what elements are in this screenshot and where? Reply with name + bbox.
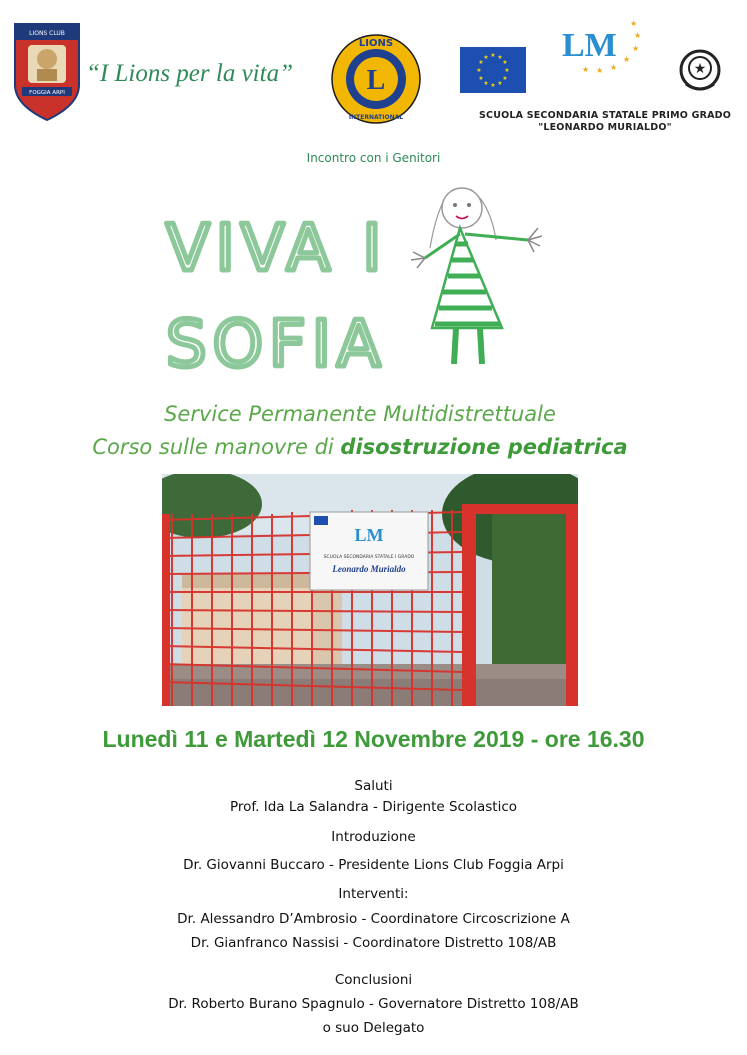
sign-school-name: Leonardo Murialdo: [332, 564, 406, 574]
eu-flag-icon: [460, 47, 526, 93]
svg-text:★: ★: [490, 82, 496, 89]
girl-drawing-icon: [411, 188, 542, 364]
svg-text:★: ★: [483, 54, 489, 61]
lm-school-logo: [560, 18, 642, 80]
course-subtitle-prefix: Corso sulle manovre di: [92, 435, 341, 459]
conclusions-label: Conclusioni: [334, 972, 413, 988]
school-name-line-2: "LEONARDO MURIALDO": [538, 122, 672, 133]
svg-text:★: ★: [502, 59, 508, 66]
greetings-speaker: Prof. Ida La Salandra - Dirigente Scolastico: [229, 799, 518, 815]
conclusions-speaker: Dr. Roberto Burano Spagnulo - Governatore Distretto 108/AB: [168, 996, 579, 1012]
lions-logo-text: LIONS: [358, 38, 394, 49]
svg-text:★: ★: [596, 66, 604, 75]
svg-text:★: ★: [497, 54, 503, 61]
svg-text:★: ★: [610, 63, 618, 72]
svg-text:★: ★: [504, 67, 510, 74]
svg-text:L: L: [366, 65, 386, 96]
school-gate-photo: [162, 474, 578, 706]
shield-top-text: LIONS CLUB: [29, 30, 65, 37]
course-subtitle: [0, 435, 720, 459]
svg-text:★: ★: [478, 75, 484, 82]
svg-text:★: ★: [490, 52, 496, 59]
svg-text:★: ★: [632, 44, 640, 53]
italian-republic-emblem-icon: [678, 46, 722, 94]
lm-logo-text: LM: [562, 27, 617, 64]
svg-text:★: ★: [478, 59, 484, 66]
svg-text:★: ★: [502, 75, 508, 82]
course-subtitle-emphasis: disostruzione pediatrica: [340, 435, 628, 459]
lions-club-foggia-arpi-crest: [14, 23, 80, 121]
greetings-label: Saluti: [354, 778, 393, 794]
shield-bottom-text: FOGGIA ARPI: [29, 90, 65, 96]
svg-text:★: ★: [476, 67, 482, 74]
svg-text:★: ★: [693, 61, 707, 77]
svg-text:★: ★: [634, 31, 642, 40]
svg-text:★: ★: [497, 80, 503, 87]
title-line-2: SOFIA: [166, 308, 387, 378]
school-name-line-1: SCUOLA SECONDARIA STATALE PRIMO GRADO: [478, 110, 731, 121]
viva-sofia-title-drawing: [160, 178, 570, 378]
svg-text:★: ★: [483, 80, 489, 87]
event-date: Lunedì 11 e Martedì 12 Novembre 2019 - ore 16.30: [102, 726, 645, 752]
conclusions-alternate: o suo Delegato: [322, 1020, 425, 1036]
intro-speaker: Dr. Giovanni Buccaro - Presidente Lions Club Foggia Arpi: [183, 857, 564, 873]
lions-logo-subtext: INTERNATIONAL: [348, 114, 404, 121]
talks-speaker-1: Dr. Alessandro D’Ambrosio - Coordinatore Circoscrizione A: [177, 911, 570, 927]
title-line-1: VIVA I: [166, 212, 388, 286]
talks-speaker-2: Dr. Gianfranco Nassisi - Coordinatore Distretto 108/AB: [190, 935, 557, 951]
svg-text:★: ★: [623, 55, 631, 64]
lions-international-logo: [330, 33, 422, 125]
intro-label: Introduzione: [331, 829, 416, 845]
svg-text:★: ★: [630, 19, 638, 28]
service-title: Service Permanente Multidistrettuale: [164, 402, 556, 426]
meeting-label: Incontro con i Genitori: [306, 151, 441, 165]
sign-logo: LM: [354, 525, 384, 545]
sign-small-text: SCUOLA SECONDARIA STATALE I GRADO: [323, 555, 415, 560]
motto: “I Lions per la vita”: [86, 60, 293, 87]
talks-label: Interventi:: [338, 886, 409, 902]
svg-text:★: ★: [582, 65, 590, 74]
